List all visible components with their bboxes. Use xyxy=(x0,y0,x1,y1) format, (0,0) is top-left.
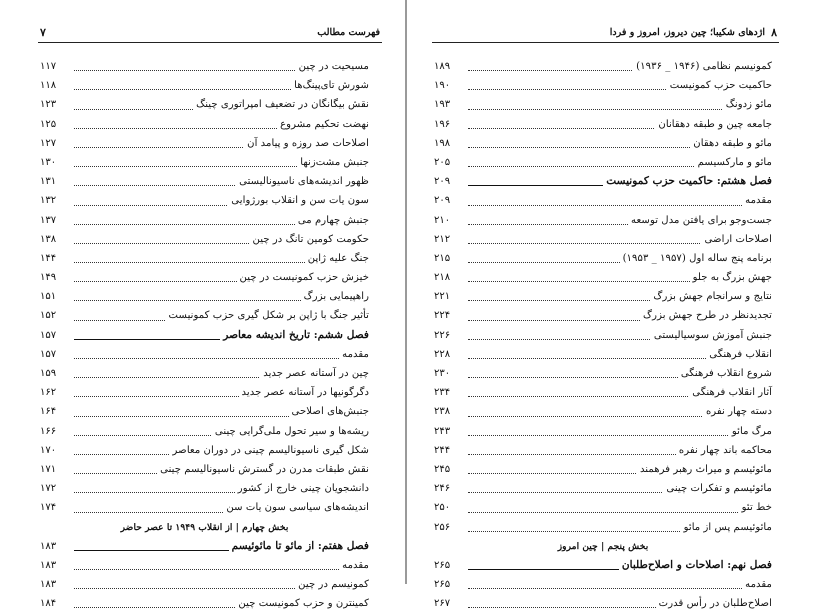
toc-page-number: ۲۱۸ xyxy=(434,272,451,284)
toc-entry-title: مسیحیت در چین xyxy=(296,57,369,76)
toc-entry-title: بخش پنجم | چین امروز xyxy=(557,540,649,552)
toc-entry-title: جامعه چین و طبقه دهقانان xyxy=(655,115,772,134)
toc-entry-title: اندیشه‌های سیاسی سون یات سن xyxy=(223,498,369,517)
toc-page-number: ۱۹۶ xyxy=(434,118,451,130)
toc-chapter-entry xyxy=(434,556,772,575)
toc-page-number: ۲۳۸ xyxy=(434,406,451,418)
toc-entry xyxy=(40,211,369,230)
toc-entry-title: جنگ علیه ژاپن xyxy=(305,249,369,268)
toc-entry-title: مائوئیسم و میراث رهبر فرهمند xyxy=(637,460,772,479)
toc-entry xyxy=(40,95,369,114)
toc-entry xyxy=(40,383,369,402)
toc-page-number: ۱۵۹ xyxy=(40,368,57,379)
toc-entry-title: خط تئو xyxy=(739,498,772,517)
toc-entry xyxy=(434,575,772,594)
toc-page-number: ۲۱۲ xyxy=(434,233,451,245)
toc-entry xyxy=(40,364,369,383)
left-page-number: ۷ xyxy=(40,26,46,39)
toc-entry-title: جهش بزرگ به جلو xyxy=(690,268,772,287)
toc-leader-dots xyxy=(468,588,772,589)
toc-entry-title: مقدمه xyxy=(339,556,369,575)
toc-entry xyxy=(434,402,772,421)
toc-page-number: ۱۹۰ xyxy=(434,80,451,92)
toc-page-number: ۱۸۴ xyxy=(40,598,57,610)
toc-entry xyxy=(434,249,772,268)
toc-page-number: ۱۳۷ xyxy=(40,214,57,226)
toc-entry xyxy=(40,287,369,306)
toc-entry-title: ریشه‌ها و سیر تحول ملی‌گرایی چینی xyxy=(212,422,369,441)
toc-page-number: ۱۱۷ xyxy=(40,61,57,72)
toc-entry xyxy=(40,479,369,498)
toc-entry xyxy=(434,230,772,249)
toc-page-number: ۱۶۴ xyxy=(40,406,57,418)
toc-entry-title: جنبش‌های اصلاحی xyxy=(289,402,369,421)
toc-entry-title: حاکمیت حزب کمونیست xyxy=(667,76,772,95)
toc-leader-dots xyxy=(468,435,772,436)
toc-entry-title: شروع انقلاب فرهنگی xyxy=(678,364,772,383)
toc-entry xyxy=(40,153,369,172)
toc-chapter-entry xyxy=(434,172,772,191)
toc-entry xyxy=(40,268,369,287)
toc-entry-title: مائو و مارکسیسم xyxy=(695,153,772,172)
left-page-header xyxy=(40,26,380,42)
toc-page-number: ۲۳۰ xyxy=(434,368,451,379)
toc-page-number: ۲۴۳ xyxy=(434,425,451,437)
toc-entry xyxy=(434,326,772,345)
toc-entry-title: فصل ششم: تاریخ اندیشه معاصر xyxy=(220,326,369,345)
toc-entry xyxy=(434,115,772,134)
toc-entry xyxy=(40,460,369,479)
toc-entry xyxy=(40,115,369,134)
toc-page-number: ۱۸۳ xyxy=(40,579,57,591)
toc-entry-title: خیزش حزب کمونیست در چین xyxy=(237,268,369,287)
toc-entry xyxy=(434,287,772,306)
toc-entry xyxy=(434,383,772,402)
toc-entry xyxy=(40,594,369,613)
toc-page-number: ۱۷۴ xyxy=(40,502,57,514)
right-page-number: ۸ xyxy=(771,26,777,39)
toc-entry-title: نقش طبقات مدرن در گسترش ناسیونالیسم چینی xyxy=(157,460,369,479)
toc-entry xyxy=(40,498,369,517)
toc-entry xyxy=(40,134,369,153)
toc-entry xyxy=(40,422,369,441)
toc-leader-dots xyxy=(468,512,772,513)
left-toc-list xyxy=(40,57,369,613)
toc-entry-title: دانشجویان چینی خارج از کشور xyxy=(235,479,369,498)
toc-page-number: ۱۶۶ xyxy=(40,425,57,437)
toc-page-number: ۱۳۲ xyxy=(40,195,57,207)
toc-entry-title: کمونیسم نظامی (۱۹۴۶ _ ۱۹۳۶) xyxy=(633,57,772,76)
right-page xyxy=(407,0,813,610)
toc-entry-title: سون یات سن و انقلاب بورژوایی xyxy=(228,191,369,210)
toc-entry-title: تجدیدنظر در طرح جهش بزرگ xyxy=(640,306,772,325)
toc-entry-title: تأثیر جنگ با ژاپن بر شکل گیری حزب کمونیست xyxy=(165,306,369,325)
toc-entry xyxy=(434,268,772,287)
toc-page-number: ۲۴۶ xyxy=(434,483,451,495)
toc-page-number: ۲۲۶ xyxy=(434,329,451,341)
toc-page-number: ۲۳۴ xyxy=(434,387,451,399)
toc-page-number: ۱۲۷ xyxy=(40,137,57,149)
toc-leader-dots xyxy=(468,205,772,206)
toc-page-number: ۱۳۸ xyxy=(40,233,57,245)
toc-chapter-entry xyxy=(40,326,369,345)
toc-entry xyxy=(40,306,369,325)
left-running-title: فهرست مطالب xyxy=(317,27,380,38)
toc-entry xyxy=(434,479,772,498)
toc-entry-title: محاکمه باند چهار نفره xyxy=(676,441,772,460)
toc-page-number: ۲۰۹ xyxy=(434,195,451,207)
toc-entry xyxy=(434,498,772,517)
toc-entry xyxy=(434,76,772,95)
toc-page-number: ۲۲۴ xyxy=(434,310,451,322)
toc-entry-title: فصل نهم: اصلاحات و اصلاح‌طلبان xyxy=(619,556,772,575)
toc-entry-title: ظهور اندیشه‌های ناسیونالیستی xyxy=(236,172,369,191)
toc-page-number: ۱۸۳ xyxy=(40,559,57,571)
toc-page-number: ۱۷۱ xyxy=(40,463,57,475)
toc-page-number: ۱۷۰ xyxy=(40,444,57,456)
toc-entry xyxy=(40,441,369,460)
toc-entry-title: مقدمه xyxy=(339,345,369,364)
toc-entry-title: مرگ مائو xyxy=(729,422,772,441)
toc-page-number: ۲۶۵ xyxy=(434,579,451,591)
toc-entry-title: مائوئیسم پس از مائو xyxy=(681,518,772,537)
toc-entry xyxy=(434,191,772,210)
toc-page-number: ۲۱۵ xyxy=(434,252,451,264)
toc-page-number: ۱۱۸ xyxy=(40,80,57,92)
right-page-header xyxy=(434,26,777,42)
toc-page-number: ۱۶۲ xyxy=(40,387,57,399)
toc-entry xyxy=(434,57,772,76)
toc-page-number: ۲۰۹ xyxy=(434,176,451,188)
toc-entry-title: حکومت کومین تانگ در چین xyxy=(250,230,369,249)
toc-page-number: ۱۵۷ xyxy=(40,348,57,360)
toc-page-number: ۲۱۰ xyxy=(434,214,451,226)
toc-page-number: ۲۶۷ xyxy=(434,598,451,610)
toc-entry xyxy=(434,441,772,460)
toc-page-number: ۱۵۷ xyxy=(40,329,57,341)
toc-page-number: ۱۳۱ xyxy=(40,176,57,188)
toc-entry xyxy=(434,364,772,383)
toc-entry xyxy=(434,345,772,364)
toc-entry-title: چین در آستانه عصر جدید xyxy=(260,364,369,383)
toc-leader-dots xyxy=(74,569,369,570)
toc-page-number: ۲۲۱ xyxy=(434,291,451,303)
toc-entry xyxy=(40,556,369,575)
toc-page-number: ۲۶۵ xyxy=(434,559,451,571)
toc-entry xyxy=(40,172,369,191)
toc-entry xyxy=(434,95,772,114)
toc-page-number: ۱۸۹ xyxy=(434,61,451,72)
toc-entry-title: جنبش چهارم می xyxy=(295,211,369,230)
toc-page-number: ۱۸۳ xyxy=(40,540,57,552)
toc-entry-title: مائو زدونگ xyxy=(723,95,772,114)
toc-page-number: ۲۴۴ xyxy=(434,444,451,456)
left-header-rule xyxy=(38,42,382,43)
toc-entry-title: مائو و طبقه دهقان xyxy=(690,134,772,153)
toc-page-number: ۱۹۳ xyxy=(434,99,451,111)
toc-entry-title: آثار انقلاب فرهنگی xyxy=(689,383,772,402)
right-running-title: اژدهای شکیبا؛ چین دیروز، امروز و فردا xyxy=(609,27,765,38)
toc-entry xyxy=(40,575,369,594)
toc-page-number: ۱۵۲ xyxy=(40,310,57,322)
toc-chapter-entry xyxy=(40,537,369,556)
toc-entry xyxy=(434,460,772,479)
toc-entry-title: انقلاب فرهنگی xyxy=(706,345,772,364)
toc-entry-title: فصل هشتم: حاکمیت حزب کمونیست xyxy=(603,172,772,191)
toc-entry xyxy=(434,211,772,230)
toc-entry-title: اصلاحات صد روزه و پیامد آن xyxy=(244,134,369,153)
toc-page-number: ۱۵۱ xyxy=(40,291,57,303)
toc-entry xyxy=(40,76,369,95)
toc-entry xyxy=(434,422,772,441)
toc-entry xyxy=(40,57,369,76)
toc-entry-title: کمونیسم در چین xyxy=(295,575,369,594)
toc-entry-title: برنامه پنج ساله اول (۱۹۵۷ _ ۱۹۵۳) xyxy=(620,249,772,268)
toc-entry-title: بخش چهارم | از انقلاب ۱۹۴۹ تا عصر حاضر xyxy=(120,521,289,533)
toc-entry-title: جنبش مشت‌زنها xyxy=(297,153,369,172)
toc-entry-title: شورش تای‌پینگ‌ها xyxy=(291,76,369,95)
toc-entry xyxy=(434,153,772,172)
toc-entry xyxy=(434,594,772,613)
toc-entry-title: کمینترن و حزب کمونیست چین xyxy=(235,594,369,613)
toc-entry xyxy=(40,191,369,210)
toc-page-number: ۱۴۹ xyxy=(40,272,57,284)
toc-entry-title: مائوئیسم و تفکرات چینی xyxy=(663,479,772,498)
toc-entry-title: نقش بیگانگان در تضعیف امپراتوری چینگ xyxy=(193,95,369,114)
right-toc-list xyxy=(434,57,772,613)
toc-entry-title: فصل هفتم: از مائو تا مائوئیسم xyxy=(229,537,369,556)
toc-page-number: ۲۰۵ xyxy=(434,156,451,168)
toc-entry-title: نهضت تحکیم مشروع xyxy=(277,115,369,134)
toc-page-number: ۲۴۵ xyxy=(434,463,451,475)
toc-entry-title: دسته چهار نفره xyxy=(703,402,772,421)
toc-page-number: ۱۴۴ xyxy=(40,252,57,264)
toc-page-number: ۱۲۳ xyxy=(40,99,57,111)
toc-entry-title: اصلاح‌طلبان در رأس قدرت xyxy=(656,594,772,613)
toc-page-number: ۲۲۸ xyxy=(434,348,451,360)
toc-leader-dots xyxy=(74,358,369,359)
toc-entry xyxy=(40,249,369,268)
toc-section-heading xyxy=(434,537,772,556)
toc-page-number: ۲۵۰ xyxy=(434,502,451,514)
toc-entry xyxy=(40,230,369,249)
toc-page-number: ۱۲۵ xyxy=(40,118,57,130)
toc-page-number: ۱۳۰ xyxy=(40,156,57,168)
toc-entry xyxy=(40,402,369,421)
toc-entry-title: اصلاحات اراضی xyxy=(701,230,772,249)
toc-entry-title: جنبش آموزش سوسیالیستی xyxy=(651,326,772,345)
left-page xyxy=(0,0,406,610)
toc-entry-title: نتایج و سرانجام جهش بزرگ xyxy=(650,287,772,306)
right-header-rule xyxy=(432,42,779,43)
toc-entry-title: مقدمه xyxy=(742,191,772,210)
toc-page-number: ۱۹۸ xyxy=(434,137,451,149)
toc-entry xyxy=(434,134,772,153)
toc-entry-title: شکل گیری ناسیونالیسم چینی در دوران معاصر xyxy=(170,441,369,460)
toc-entry-title: دگرگونیها در آستانه عصر جدید xyxy=(239,383,369,402)
toc-entry-title: راهپیمایی بزرگ xyxy=(301,287,369,306)
toc-section-heading xyxy=(40,518,369,537)
toc-entry xyxy=(434,306,772,325)
toc-entry-title: مقدمه xyxy=(742,575,772,594)
toc-page-number: ۱۷۲ xyxy=(40,483,57,495)
toc-entry-title: جست‌وجو برای یافتن مدل توسعه xyxy=(628,211,772,230)
toc-entry xyxy=(40,345,369,364)
toc-entry xyxy=(434,518,772,537)
toc-page-number: ۲۵۶ xyxy=(434,521,451,533)
